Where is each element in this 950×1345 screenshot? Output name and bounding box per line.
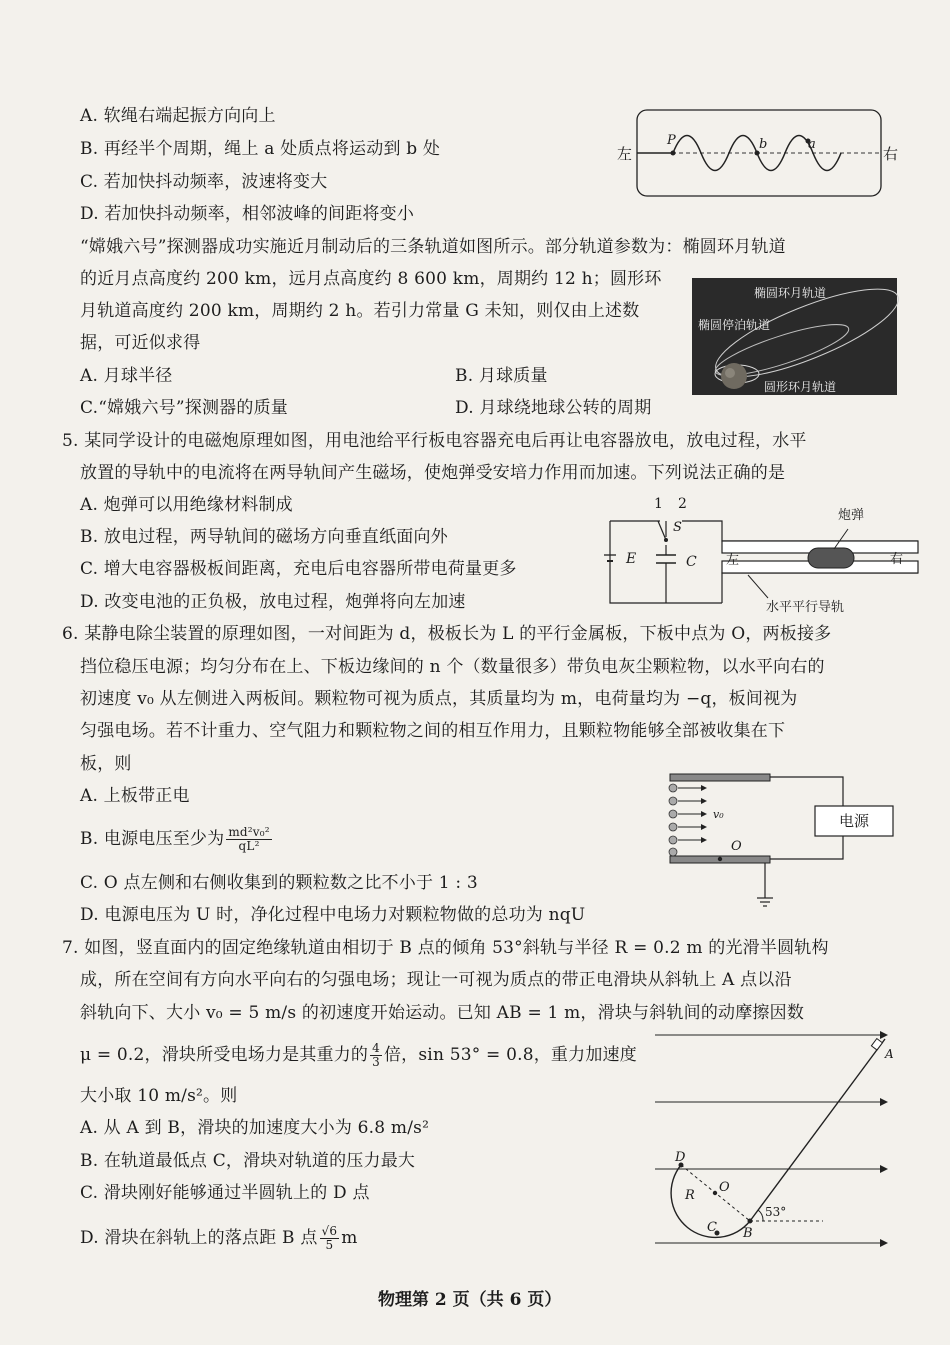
rail-right-label: 右: [890, 552, 904, 567]
q6-option-a: A. 上板带正电: [80, 786, 190, 806]
radius-label: R: [685, 1188, 695, 1203]
q6-stem-line-2: 挡位稳压电源；均匀分布在上、下板边缘间的 n 个（数量很多）带负电灰尘颗粒物，以水平向右的: [80, 657, 825, 677]
q4-option-b: B. 月球质量: [455, 366, 548, 386]
angle-label: 53°: [765, 1205, 787, 1219]
q3-wave-figure: [615, 108, 905, 198]
q7-stem-line-2: 成，所在空间有方向水平向右的匀强电场；现让一可视为质点的带正电滑块从斜轨上 A 点以沿: [80, 970, 792, 990]
capacitor-label: C: [686, 554, 697, 570]
q7-track-figure: [655, 1025, 910, 1255]
q6-option-b: [80, 826, 274, 853]
q4-stem-line-4: 据，可近似求得: [80, 333, 201, 353]
q7-fraction-denominator: 3: [372, 1055, 380, 1069]
q4-option-c: C.“嫦娥六号”探测器的质量: [80, 398, 288, 418]
q4-stem-line-1: “嫦娥六号”探测器成功实施近月制动后的三条轨道如图所示。部分轨道参数为：椭圆环月轨道: [80, 237, 786, 257]
q6-fraction-denominator: qL²: [238, 839, 260, 853]
orbit-label-circular: 圆形环月轨道: [764, 380, 837, 394]
orbit-label-parking: 椭圆停泊轨道: [698, 318, 771, 332]
q6-option-b-text: B. 电源电压至少为: [80, 829, 225, 849]
q6-stem-line-3: 初速度 v₀ 从左侧进入两板间。颗粒物可视为质点，其质量均为 m，电荷量均为 −q，板间视为: [80, 689, 798, 709]
q7-option-a: A. 从 A 到 B，滑块的加速度大小为 6.8 m/s²: [80, 1118, 430, 1138]
q5-option-d: D. 改变电池的正负极，放电过程，炮弹将向左加速: [80, 592, 466, 612]
q6-stem-line-4: 匀强电场。若不计重力、空气阻力和颗粒物之间的相互作用力，且颗粒物能够全部被收集在下: [80, 721, 786, 741]
q5-option-b: B. 放电过程，两导轨间的磁场方向垂直纸面向外: [80, 527, 448, 547]
q6-option-d: D. 电源电压为 U 时，净化过程中电场力对颗粒物做的总功为 nqU: [80, 905, 586, 925]
wave-right-label: 右: [883, 145, 899, 163]
q7-distance-fraction: [320, 1225, 340, 1252]
q7-option-d-unit: m: [341, 1228, 358, 1248]
q3-option-d: D. 若加快抖动频率，相邻波峰的间距将变小: [80, 204, 415, 224]
q7-line4-post: 倍，sin 53° = 0.8，重力加速度: [383, 1045, 637, 1065]
q6-option-c: C. O 点左侧和右侧收集到的颗粒数之比不小于 1 : 3: [80, 873, 478, 893]
orbit-label-elliptical: 椭圆环月轨道: [754, 286, 827, 300]
circuit-diagram: [598, 493, 928, 618]
q7-stem-line-1: 7. 如图，竖直面内的固定绝缘轨道由相切于 B 点的倾角 53°斜轨与半径 R = 0.2 m 的光滑半圆轨构: [62, 938, 829, 958]
q7-d-fraction-denominator: 5: [325, 1238, 334, 1252]
q6-fraction-numerator: md²v₀²: [228, 825, 270, 839]
precipitator-diagram: [665, 768, 910, 913]
q5-stem-line-1: 5. 某同学设计的电磁炮原理如图，用电池给平行板电容器充电后再让电容器放电，放电过程，水平: [62, 431, 807, 451]
q3-option-a: A. 软绳右端起振方向向上: [80, 106, 276, 126]
wave-left-label: 左: [617, 145, 633, 163]
q7-force-fraction: [370, 1042, 382, 1069]
q4-option-d: D. 月球绕地球公转的周期: [455, 398, 652, 418]
switch-label: S: [673, 520, 682, 535]
q4-orbit-photo: [692, 278, 897, 395]
q7-option-d-text: D. 滑块在斜轨上的落点距 B 点: [80, 1228, 318, 1248]
wave-p-label: P: [667, 133, 676, 148]
velocity-label: v₀: [713, 808, 724, 821]
wave-b-label: b: [759, 137, 768, 152]
power-supply-label: 电源: [839, 812, 870, 830]
q7-stem-line-5: 大小取 10 m/s²。则: [80, 1086, 238, 1106]
q7-stem-line-3: 斜轨向下、大小 v₀ = 5 m/s 的初速度开始运动。已知 AB = 1 m，滑块与斜轨间的动摩擦因数: [80, 1003, 805, 1023]
q6-stem-line-5: 板，则: [80, 754, 132, 774]
shell-label: 炮弹: [838, 508, 865, 523]
q7-option-d: [80, 1225, 358, 1252]
q7-line4-pre: μ = 0.2，滑块所受电场力是其重力的: [80, 1045, 369, 1065]
q6-precipitator-figure: [665, 768, 910, 913]
q7-fraction-numerator: 4: [372, 1041, 380, 1055]
q5-stem-line-2: 放置的导轨中的电流将在两导轨间产生磁场，使炮弹受安培力作用而加速。下列说法正确的是: [80, 463, 786, 483]
battery-label: E: [626, 551, 637, 567]
q7-d-fraction-numerator: √6: [321, 1224, 338, 1238]
switch-pos-2-label: 2: [678, 496, 687, 512]
rail-label: 水平平行导轨: [766, 600, 845, 615]
q5-circuit-figure: [598, 493, 928, 618]
q5-option-a: A. 炮弹可以用绝缘材料制成: [80, 495, 293, 515]
point-d-label: D: [675, 1150, 686, 1165]
q7-stem-line-4: [80, 1042, 637, 1069]
q6-voltage-fraction: [226, 826, 271, 853]
q3-option-c: C. 若加快抖动频率，波速将变大: [80, 172, 328, 192]
q3-option-b: B. 再经半个周期，绳上 a 处质点将运动到 b 处: [80, 139, 441, 159]
page-footer: 物理第 2 页（共 6 页）: [378, 1290, 562, 1310]
point-b-label: B: [743, 1226, 753, 1241]
q4-stem-line-2: 的近月点高度约 200 km，远月点高度约 8 600 km，周期约 12 h；圆形环: [80, 269, 662, 289]
q6-stem-line-1: 6. 某静电除尘装置的原理如图，一对间距为 d，极板长为 L 的平行金属板，下板中点为 O，两板接多: [62, 624, 832, 644]
q4-stem-line-3: 月轨道高度约 200 km，周期约 2 h。若引力常量 G 未知，则仅由上述数: [80, 301, 640, 321]
dust-particles: [669, 784, 707, 856]
q7-option-b: B. 在轨道最低点 C，滑块对轨道的压力最大: [80, 1151, 416, 1171]
switch-pos-1-label: 1: [654, 496, 663, 512]
wave-a-label: a: [808, 137, 816, 152]
point-a-label: A: [885, 1047, 894, 1061]
rail-left-label: 左: [726, 553, 740, 568]
point-c-label: C: [707, 1220, 717, 1235]
q7-option-c: C. 滑块刚好能够通过半圆轨上的 D 点: [80, 1183, 370, 1203]
center-o-label: O: [719, 1180, 730, 1195]
q4-option-a: A. 月球半径: [80, 366, 173, 386]
q5-option-c: C. 增大电容器极板间距离，充电后电容器所带电荷量更多: [80, 559, 517, 579]
point-o-label: O: [731, 839, 742, 854]
